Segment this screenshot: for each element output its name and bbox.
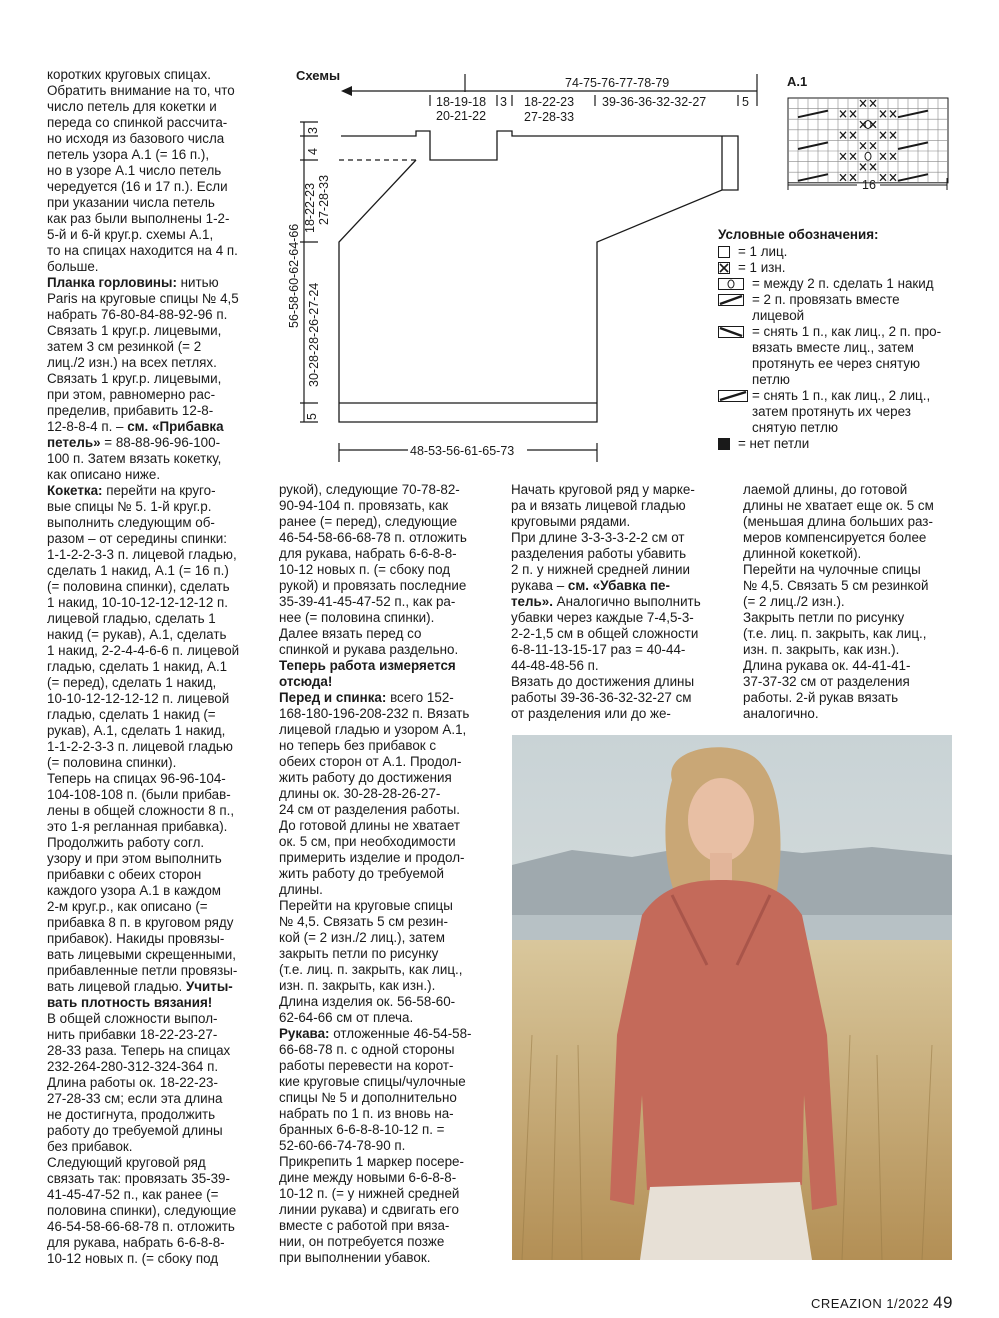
body-text: Перейти на круговые спицы № 4,5. Связать 5 см резин- кой (= 2 изн./2 лиц.), затем закрыть петли по рисунку (т.е. лиц. п. закрыть, как лиц., изн. п. закрыть, как изн.). Длина изделия ок. 56-58-60- 62-64-66 см от плеча. [279,898,463,1025]
dim-neck-b: 20-21-22 [436,109,487,123]
paragraph [279,658,499,690]
legend-text: = снять 1 п., как лиц., 2 лиц., затем протянуть их через снятую петлю [752,388,931,435]
magazine-issue: CREAZION 1/2022 [811,1296,930,1311]
paragraph [279,1026,499,1266]
bold-heading: Учиты- вать плотность вязания! [47,979,233,1010]
legend-text: = 1 лиц. [738,244,788,259]
chart-stitch-count: 16 [862,178,876,192]
chart-title: А.1 [787,74,808,89]
text-column-2 [279,482,499,1266]
legend-item [718,324,968,388]
paragraph [279,482,499,658]
legend-item [718,388,968,436]
body-text: Теперь на спицах 96-96-104- 104-108-108 п. (были прибав- лены в общей сложности 8 п., это 1-я регланная прибавка). Продолжить работу согл. узору и при этом выполнить прибавки с обеих сторон каждого узора А.1 в каждом 2-м круг.р., как описано (= прибавка 8 п. в круговом ряду прибавок). Накиды провязы- вать лицевыми скрещенными, прибавленные петли провязы- вать лицевой гладью. [47,771,238,994]
paragraph [511,482,731,722]
legend-item [718,276,968,292]
body-text: нитью Paris на круговые спицы № 4,5 набрать 76-80-84-88-92-96 п. Связать 1 круг.р. лицевыми, затем 3 см резинкой (= 2 лиц./2 изн.) на всех петлях. Связать 1 круг.р. лицевыми, при этом, равномерно рас- пределив, прибавить 12-8- 12-8-8-4 п. – [47,275,239,434]
dim-sleeve-b: 27-28-33 [524,110,575,124]
body-text: всего 152- 168-180-196-208-232 п. Вязать лицевой гладью и узором А.1, но теперь без прибавок с обеих сторон от А.1. Продол- жить работу до достижения длины ок. 30-28-28-26-27- 24 см от разделения работы. До готовой длины не хватает ок. 5 см, при необходимости примерить изделие и продол- жить работу до требуемой длины. [279,690,470,897]
bold-heading: Кокетка: [47,483,103,498]
paragraph [47,771,267,1155]
body-text: отложенные 46-54-58- 66-68-78 п. с одной стороны работы перевести на корот- кие круговые спицы/чулочные спицы № 5 и дополнительно набрать по 1 п. из вновь на- бранных 6-6-8-8-10-12 п. = 52-60-66-74-78-90 п. Прикрепить 1 маркер посере- дине между новыми 6-6-8-8- 10-12 п. (= у нижней средней линии рукава) и сдвигать его вместе с работой при вязa- нии, он потребуется позже при выполнении убавок. [279,1026,472,1265]
page-number: 49 [933,1293,953,1312]
paragraph [47,1155,267,1267]
dim-sleeve-length: 39-36-36-32-32-27 [602,95,707,109]
dim-three: 3 [500,95,507,109]
bold-heading: см. «Убавка пе- тель». [511,578,670,609]
paragraph [743,482,965,722]
legend-text: = 1 изн. [738,260,786,275]
dim-raglan-height-a: 18-22-23 [303,182,317,233]
dim-side-five: 5 [305,413,319,420]
body-text: В общей сложности выпол- нить прибавки 18-22-23-27- 28-33 раза. Теперь на спицах 232-264-280-312-324-364 п. Длина работы ок. 18-22-23- 27-28-33 см; если эта длина не достигнута, продолжить работу до требуемой длины без прибавок. [47,1011,231,1154]
legend-item [718,260,968,276]
dim-total-height: 56-58-60-62-64-66 [287,223,301,328]
bold-heading: см. «Прибавка петель» [47,419,224,450]
legend-text: = между 2 п. сделать 1 накид [752,276,934,291]
dim-raglan-height-b: 27-28-33 [317,174,331,225]
page-footer [811,1293,953,1313]
body-text: рукой), следующие 70-78-82- 90-94-104 п. провязать, как ранее (= перед), следующие 46-54-58-66-68-78 п. отложить для рукава, набрать 6-6-8-8- 10-12 новых п. (= сбоку под рукой) и провязать последние 35-39-41-45-47-52 п., как ра- нее (= половина спинки). Далее вязать перед со спинкой и рукава раздельно. [279,482,467,657]
bold-heading: Теперь работа измеряется отсюда! [279,658,456,689]
body-text: Аналогично выполнить убавки через каждые 7-4,5-3- 2-2-1,5 см в общей сложности 6-8-11-13-15-17 раз = 40-44- 44-48-48-56 п. Вязать до достижения длины работы 39-36-36-32-32-27 см от разделения или до же- [511,594,701,721]
bold-heading: Рукава: [279,1026,330,1041]
legend-item [718,244,968,260]
paragraph [279,898,499,1026]
chart-a1-grid [788,98,948,183]
text-column-3 [511,482,731,722]
skpo-icon [718,326,744,342]
body-text: = 88-88-96-96-100- 100 п. Затем вязать кокетку, как описано ниже. [47,435,222,482]
model-photo [512,735,952,1260]
text-column-4 [743,482,965,722]
schema-title: Схемы [296,68,341,83]
dim-body-height: 30-28-28-26-27-24 [307,282,321,387]
legend [718,227,968,452]
body-text: коротких круговых спицах. Обратить внимание на то, что число петель для кокетки и переда со спинкой рассчита- но исходя из базового числа петель узора А.1 (= 16 п.), но в узоре А.1 число петель чередуется (16 и 17 п.). Если при указании числа петель как раз были выполнены 1-2- 5-й и 6-й круг.р. схемы А.1, то на спицах находится на 4 п. больше. [47,67,238,274]
bold-heading: Планка горловины: [47,275,177,290]
bold-heading: Перед и спинка: [279,690,387,705]
body-text: Следующий круговой ряд связать так: провязать 35-39- 41-45-47-52 п., как ранее (= половина спинки), следующие 46-54-58-66-68-78 п. отложить для рукава, набрать 6-6-8-8- 10-12 новых п. (= сбоку под [47,1155,237,1266]
body-text: перейти на круго- вые спицы № 5. 1-й круг.р. выполнить следующим об- разом – от середины спинки: 1-1-2-2-3-3 п. лицевой гладью, сделать 1 накид, А.1 (= 16 п.) (= половина спинки), сделать 1 накид, 10-10-12-12-12-12 п. лицевой гладью, сделать 1 накид (= рукав), А.1, сделать 1 накид, 2-2-4-4-6-6 п. лицевой гладью, сделать 1 накид, А.1 (= перед), сделать 1 накид, 10-10-12-12-12-12 п. лицевой гладью, сделать 1 накид (= рукав), А.1, сделать 1 накид, 1-1-2-2-3-3 п. лицевой гладью (= половина спинки). [47,483,240,770]
dim-side-four: 4 [306,148,320,155]
legend-text: = снять 1 п., как лиц., 2 п. про- вязать вместе лиц., затем протянуть ее через снятую петлю [752,324,942,387]
body-text: лаемой длины, до готовой длины не хватает еще ок. 5 см (меньшая длина больших раз- меров компенсируется более длинной кокеткой). Перейти на чулочные спицы № 4,5. Связать 5 см резинкой (= 2 лиц./2 изн.). Закрыть петли по рисунку (т.е. лиц. п. закрыть, как лиц., изн. п. закрыть, как изн.). Длина рукава ок. 44-41-41- 37-37-32 см от разделения работы. 2-й рукав вязать аналогично. [743,482,934,721]
no-stitch-icon [718,438,730,454]
sk2po-icon [718,390,748,406]
dim-neck-a: 18-19-18 [436,95,487,109]
dim-top-total: 74-75-76-77-78-79 [565,76,670,90]
k2tog-icon [718,294,744,310]
body-text: Начать круговой ряд у марке- ра и вязать лицевой гладью круговыми рядами. При длине 3-3-3-3-2-2 см от разделения работы убавить 2 п. у нижней средней линии рукава – [511,482,695,593]
paragraph [47,483,267,771]
legend-text: = нет петли [738,436,810,451]
legend-text: = 2 п. провязать вместе лицевой [752,292,900,323]
legend-title: Условные обозначения: [718,227,879,242]
legend-item [718,436,968,452]
dim-width: 48-53-56-61-65-73 [410,444,515,458]
dim-side-three: 3 [306,127,320,134]
paragraph [279,690,499,898]
dim-sleeve-a: 18-22-23 [524,95,575,109]
legend-item [718,292,968,324]
dim-cuff-top: 5 [742,95,749,109]
